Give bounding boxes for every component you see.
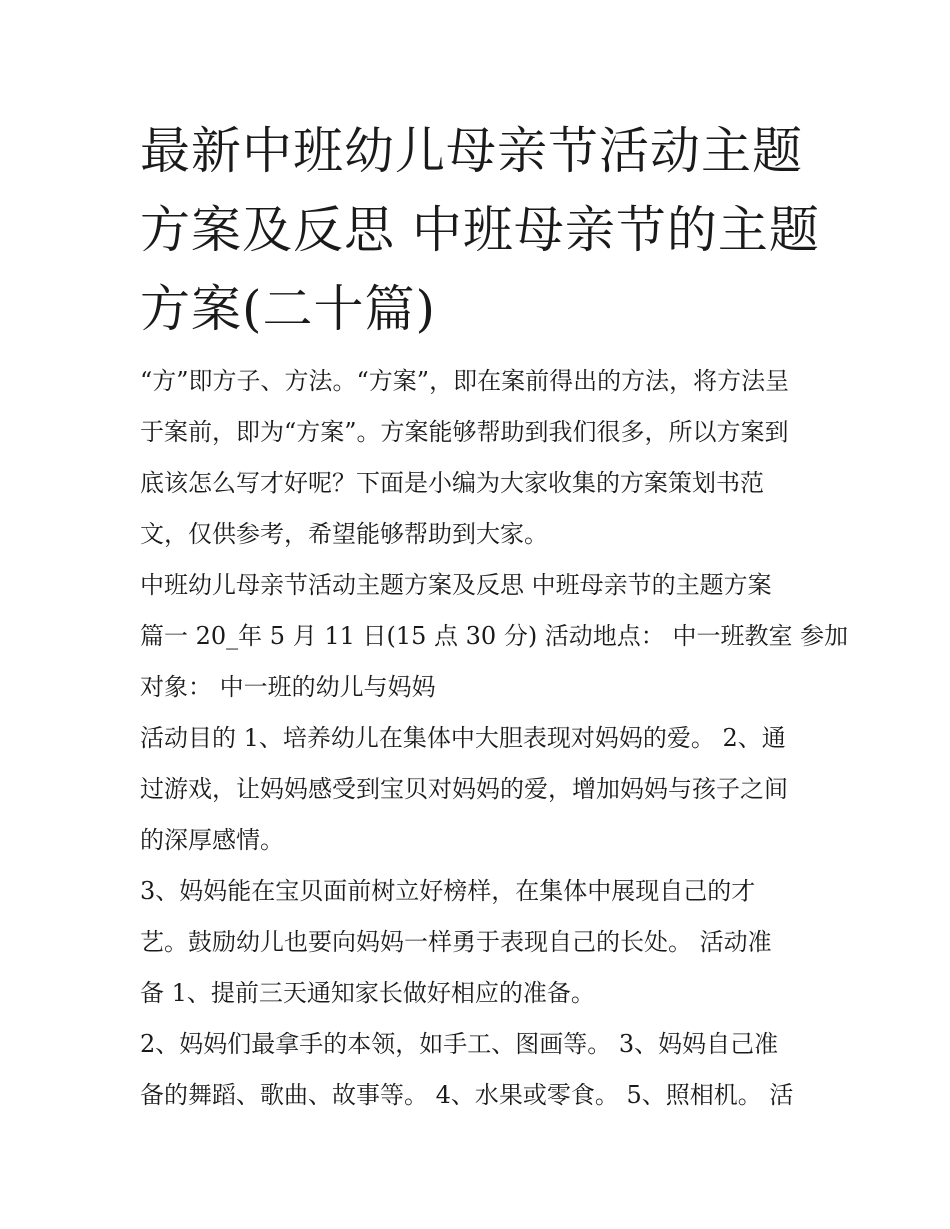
text-line: 篇一 20_年 5 月 11 日(15 点 30 分) 活动地点： 中一班教室 参加 [140,622,849,650]
text-line: 备的舞蹈、歌曲、故事等。 4、水果或零食。 5、照相机。 活 [140,1081,794,1109]
title-line: 最新中班幼儿母亲节活动主题 [140,122,803,180]
text-line: 2、妈妈们最拿手的本领，如手工、图画等。 3、妈妈自己准 [140,1030,779,1058]
activity-prep-paragraph [140,866,820,1019]
text-line: 3、妈妈能在宝贝面前树立好榜样，在集体中展现自己的才 [140,877,756,905]
text-line: 中班幼儿母亲节活动主题方案及反思 中班母亲节的主题方案 [140,571,772,599]
page-title [140,112,840,349]
text-line: 活动目的 1、培养幼儿在集体中大胆表现对妈妈的爱。 2、通 [140,724,786,752]
title-line: 方案(二十篇) [140,280,437,338]
text-line: 备 1、提前三天通知家长做好相应的准备。 [140,979,595,1007]
title-line: 方案及反思 中班母亲节的主题 [140,201,820,259]
activity-goal-paragraph [140,713,820,866]
text-line: 于案前，即为“方案”。方案能够帮助到我们很多，所以方案到 [140,418,789,446]
text-line: 的深厚感情。 [140,826,284,854]
materials-paragraph [140,1019,820,1121]
text-line: 过游戏，让妈妈感受到宝贝对妈妈的爱，增加妈妈与孩子之间 [140,775,788,803]
document-body [140,356,849,1121]
text-line: 文，仅供参考，希望能够帮助到大家。 [140,520,548,548]
text-line: 对象： 中一班的幼儿与妈妈 [140,673,436,701]
intro-paragraph [140,356,820,560]
text-line: “方”即方子、方法。“方案”，即在案前得出的方法，将方法呈 [140,367,790,395]
text-line: 底该怎么写才好呢？下面是小编为大家收集的方案策划书范 [140,469,764,497]
text-line: 艺。鼓励幼儿也要向妈妈一样勇于表现自己的长处。 活动准 [140,928,772,956]
plan-heading-paragraph [140,560,849,713]
